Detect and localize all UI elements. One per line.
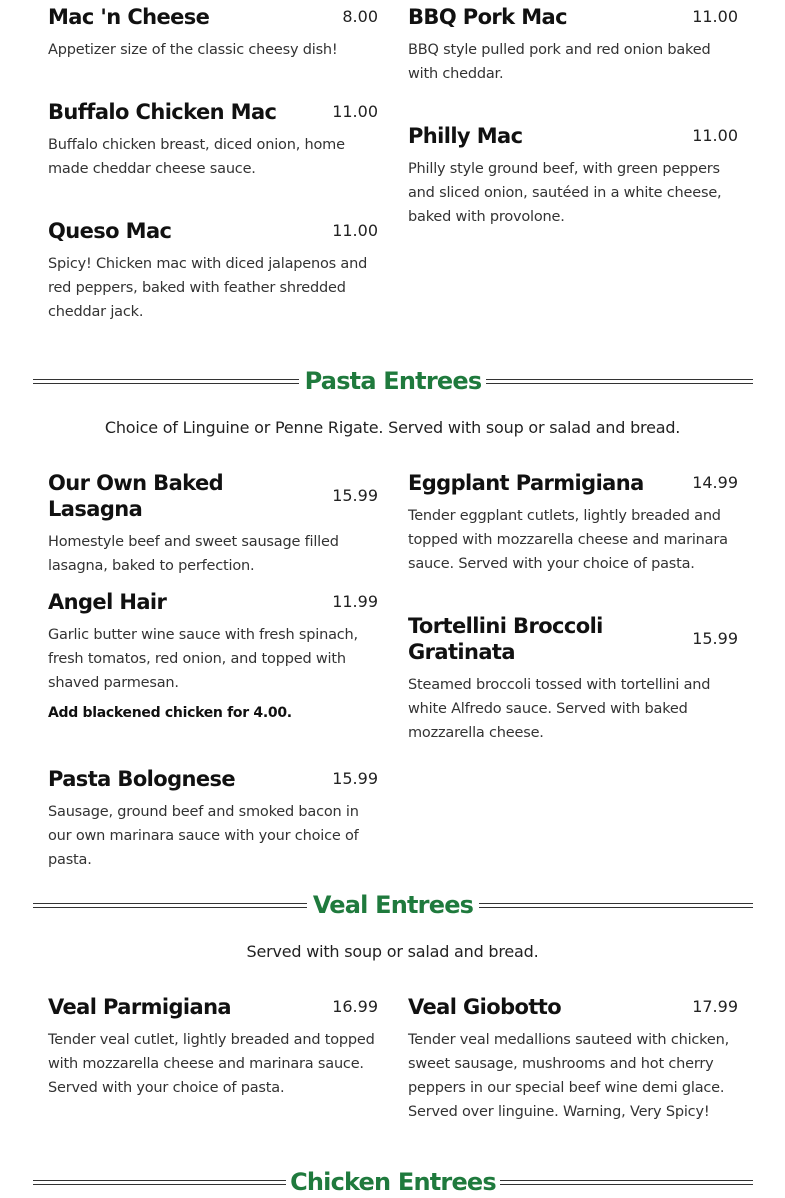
item-name: Mac 'n Cheese [48, 5, 210, 29]
item-price: 11.99 [332, 592, 378, 611]
item-name: Veal Parmigiana [48, 995, 231, 1019]
item-name: Angel Hair [48, 590, 167, 614]
item-price: 11.00 [692, 7, 738, 26]
item-price: 11.00 [332, 221, 378, 240]
menu-item [48, 589, 378, 721]
item-name: Veal Giobotto [408, 995, 562, 1019]
section-header-pasta [33, 367, 753, 397]
item-name: Tortellini Broccoli Gratinata [408, 614, 603, 664]
item-price: 14.99 [692, 473, 738, 492]
item-name: Philly Mac [408, 124, 523, 148]
item-price: 15.99 [332, 769, 378, 788]
item-name: Buffalo Chicken Mac [48, 100, 277, 124]
item-description: Homestyle beef and sweet sausage filled lasagna, baked to perfection. [48, 534, 339, 574]
section-title: Veal Entrees [312, 891, 474, 919]
section-title: Pasta Entrees [304, 367, 482, 395]
menu-item [408, 994, 738, 1124]
item-price: 16.99 [332, 997, 378, 1016]
item-price: 11.00 [332, 102, 378, 121]
item-price: 17.99 [692, 997, 738, 1016]
item-description: Philly style ground beef, with green peppers and sliced onion, sautéed in a white cheese, baked with provolone. [408, 161, 722, 225]
section-header-chicken [33, 1168, 753, 1198]
item-name: BBQ Pork Mac [408, 5, 567, 29]
menu-item [408, 470, 738, 576]
menu-item [48, 766, 378, 872]
item-name: Pasta Bolognese [48, 767, 236, 791]
menu-item [408, 613, 738, 745]
item-description: Appetizer size of the classic cheesy dish! [48, 42, 338, 58]
item-description: Spicy! Chicken mac with diced jalapenos and red peppers, baked with feather shredded cheddar jack. [48, 256, 368, 320]
section-subtitle: Choice of Linguine or Penne Rigate. Served with soup or salad and bread. [104, 418, 681, 437]
section-title: Chicken Entrees [290, 1168, 496, 1196]
item-price: 15.99 [332, 486, 378, 505]
menu-item [408, 4, 738, 86]
menu-item [48, 4, 378, 62]
item-description: Tender veal cutlet, lightly breaded and topped with mozzarella cheese and marinara sauce. Served with your choice of pasta. [48, 1032, 375, 1096]
item-description: Garlic butter wine sauce with fresh spinach, fresh tomatos, red onion, and topped with shaved parmesan. [48, 627, 358, 691]
section-header-veal [33, 891, 753, 921]
item-name: Eggplant Parmigiana [408, 471, 644, 495]
item-description: Buffalo chicken breast, diced onion, home made cheddar cheese sauce. [48, 137, 345, 177]
menu-item [48, 994, 378, 1100]
item-description: Tender veal medallions sauteed with chicken, sweet sausage, mushrooms and hot cherry peppers in our special beef wine demi glace. Served over linguine. Warning, Very Spicy! [408, 1032, 729, 1120]
item-price: 15.99 [692, 629, 738, 648]
item-description: Tender eggplant cutlets, lightly breaded and topped with mozzarella cheese and marinara sauce. Served with your choice of pasta. [408, 508, 728, 572]
item-price: 11.00 [692, 126, 738, 145]
menu-item [48, 99, 378, 181]
item-description: Sausage, ground beef and smoked bacon in our own marinara sauce with your choice of pasta. [48, 804, 359, 868]
menu-item [48, 470, 378, 578]
item-name: Queso Mac [48, 219, 172, 243]
section-subtitle: Served with soup or salad and bread. [246, 942, 539, 961]
item-name: Our Own Baked Lasagna [48, 471, 224, 521]
item-price: 8.00 [342, 7, 378, 26]
item-description: Steamed broccoli tossed with tortellini and white Alfredo sauce. Served with baked mozzarella cheese. [408, 677, 711, 741]
item-description: BBQ style pulled pork and red onion baked with cheddar. [408, 42, 711, 82]
menu-item [408, 123, 738, 229]
item-addon: Add blackened chicken for 4.00. [48, 705, 292, 721]
menu-item [48, 218, 378, 324]
